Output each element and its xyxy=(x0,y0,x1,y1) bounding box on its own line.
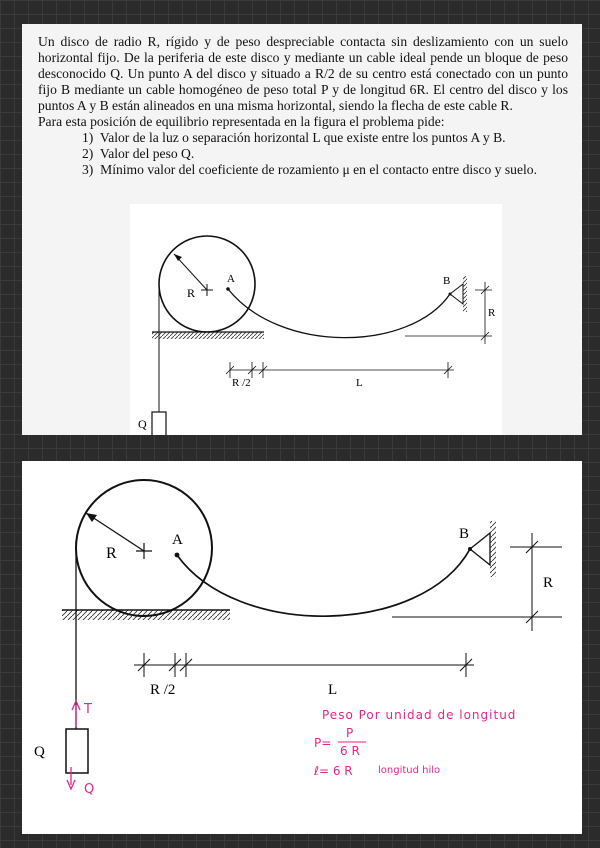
question-number: 1) xyxy=(82,130,94,145)
point-a-label: A xyxy=(172,532,183,548)
question-item xyxy=(82,146,568,162)
problem-statement-block xyxy=(38,34,568,178)
block xyxy=(66,729,88,773)
radius-label: R xyxy=(187,286,196,300)
problem-prompt: Para esta posición de equilibrio representada en la figura el problema pide: xyxy=(38,114,445,129)
p-formula-numerator: P xyxy=(346,726,354,740)
block-label: Q xyxy=(138,417,147,431)
cable-catenary xyxy=(177,549,470,616)
sag-label: R xyxy=(543,575,554,591)
radius-label: R xyxy=(106,545,117,562)
point-a-label: A xyxy=(227,273,235,285)
fixed-support xyxy=(450,284,463,304)
question-number: 3) xyxy=(82,162,94,177)
p-formula-lhs: P= xyxy=(314,736,332,750)
figure-top-drawing xyxy=(130,204,502,435)
question-item xyxy=(82,130,568,146)
question-list xyxy=(38,130,568,178)
question-text: Valor del peso Q. xyxy=(99,146,195,161)
weight-label: Q xyxy=(84,782,95,797)
span-label: L xyxy=(328,682,338,698)
point-b-label: B xyxy=(443,275,451,287)
wall-hatch xyxy=(463,276,467,312)
length-formula: ℓ= 6 R xyxy=(314,764,353,778)
question-item xyxy=(82,162,568,178)
figure-bottom xyxy=(22,461,582,834)
figure-bottom-drawing xyxy=(22,461,582,834)
cable-catenary xyxy=(228,289,450,338)
note-title: Peso Por unidad de longitud xyxy=(322,708,517,722)
sag-label: R xyxy=(488,307,496,319)
question-number: 2) xyxy=(82,146,94,161)
p-formula-denominator: 6 R xyxy=(340,744,360,758)
problem-scan xyxy=(22,24,582,435)
block-label: Q xyxy=(34,744,45,760)
radius-arrowhead xyxy=(86,513,97,522)
tension-label: T xyxy=(84,702,92,717)
span-label: L xyxy=(356,377,363,389)
block xyxy=(152,412,166,435)
problem-statement: Un disco de radio R, rígido y de peso despreciable contacta sin deslizamiento con un suelo horizontal fijo. De la periferia de este disco y mediante un cable ideal pende un bloque de peso desconocido Q. Un punto A del disco y situado a R/2 de su centro está conectado con un punto fijo B mediante un cable homogéneo de peso total P y de longitud 6R. El centro del disco y los puntos A y B están alineados en una misma horizontal, siendo la flecha de este cable R. xyxy=(38,34,568,113)
question-text: Valor de la luz o separación horizontal L que existe entre los puntos A y B. xyxy=(99,130,506,145)
radius-arrowhead xyxy=(174,254,182,261)
figure-top xyxy=(130,204,502,435)
ground-hatch xyxy=(152,332,264,339)
half-radius-label: R /2 xyxy=(232,377,251,389)
half-radius-label: R /2 xyxy=(150,682,176,698)
figure-annotated xyxy=(22,461,582,834)
length-note: longitud hilo xyxy=(378,765,441,776)
point-b-label: B xyxy=(459,526,470,542)
fixed-support xyxy=(470,533,490,565)
question-text: Mínimo valor del coeficiente de rozamiento μ en el contacto entre disco y suelo. xyxy=(100,162,537,177)
wall-hatch xyxy=(490,521,496,577)
